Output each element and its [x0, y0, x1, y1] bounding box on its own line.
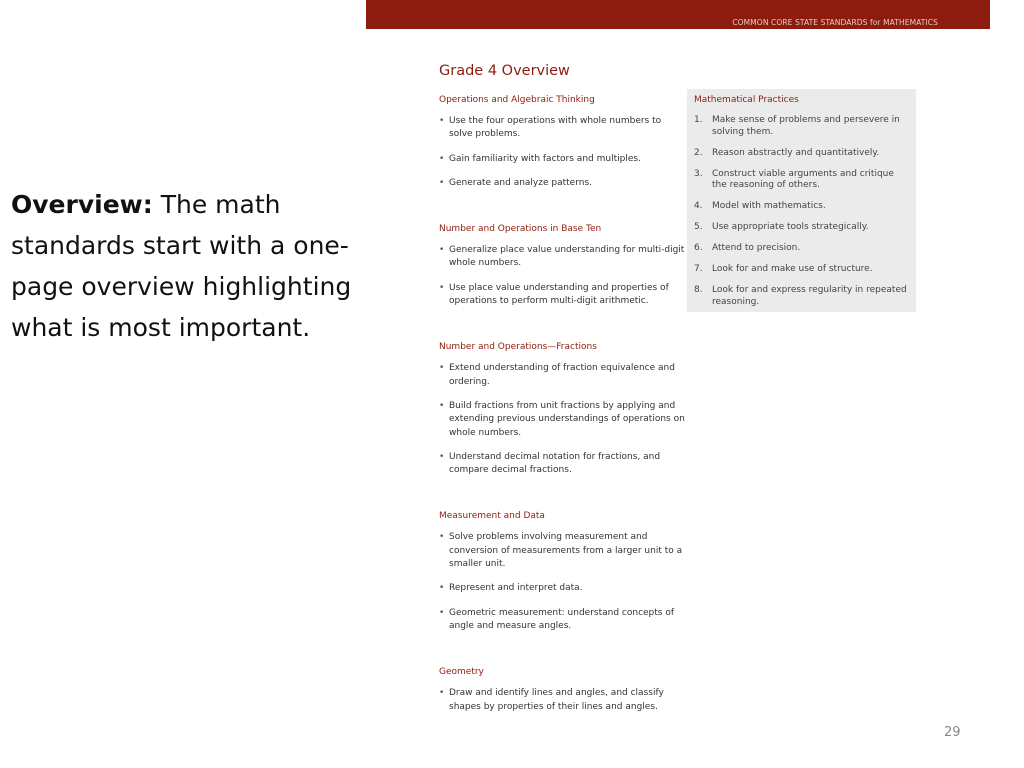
bullet-icon: • — [439, 282, 445, 293]
overview-text: The math standards start with a one-page overview highlighting what is most important. — [11, 190, 352, 342]
domain-title: Number and Operations in Base Ten — [439, 224, 602, 235]
cluster-text: Extend understanding of fraction equivalence and ordering. — [449, 363, 675, 387]
cluster-item — [439, 687, 687, 714]
practice-item — [694, 285, 910, 308]
cluster-item — [439, 177, 687, 190]
practice-number: 3. — [694, 168, 703, 179]
bullet-icon: • — [439, 116, 445, 126]
domain-title: Number and Operations—Fractions — [439, 342, 597, 353]
cluster-text: Build fractions from unit fractions by applying and extending previous understandings of operations on whole numbers. — [449, 400, 685, 438]
bullet-icon: • — [439, 688, 445, 699]
bullet-icon: • — [439, 177, 445, 188]
cluster-item — [439, 400, 687, 440]
cluster-text: Draw and identify lines and angles, and classify shapes by properties of their lines and angles. — [449, 688, 664, 712]
bullet-icon: • — [439, 583, 445, 594]
practice-text: Reason abstractly and quantitatively. — [712, 147, 880, 158]
cluster-text: Gain familiarity with factors and multiples. — [449, 153, 641, 164]
practice-item — [694, 222, 910, 234]
domain-title: Measurement and Data — [439, 511, 545, 522]
bullet-icon: • — [439, 400, 445, 411]
bullet-icon: • — [439, 607, 445, 618]
cluster-text: Geometric measurement: understand concepts of angle and measure angles. — [449, 607, 675, 631]
practices-title: Mathematical Practices — [694, 95, 799, 105]
practice-number: 7. — [694, 264, 703, 274]
practice-item — [694, 148, 910, 160]
bullet-icon: • — [439, 153, 445, 164]
domain-section — [439, 510, 687, 633]
bullet-icon: • — [439, 245, 445, 256]
cluster-text: Use the four operations with whole numbers to solve problems. — [449, 116, 662, 140]
practice-text: Look for and make use of structure. — [712, 264, 873, 274]
practice-text: Construct viable arguments and critique the reasoning of others. — [712, 168, 894, 190]
practice-number: 4. — [694, 201, 703, 211]
cluster-text: Represent and interpret data. — [449, 583, 583, 594]
overview-intro — [11, 184, 391, 348]
cluster-item — [439, 531, 687, 571]
banner-text: COMMON CORE STATE STANDARDS for MATHEMATICS — [732, 18, 938, 27]
practice-text: Make sense of problems and persevere in solving them. — [712, 115, 900, 137]
cluster-item — [439, 115, 687, 142]
cluster-text: Generate and analyze patterns. — [449, 177, 592, 188]
bullet-icon: • — [439, 532, 445, 543]
domain-section — [439, 94, 687, 190]
practice-text: Attend to precision. — [712, 243, 801, 253]
practice-number: 2. — [694, 147, 703, 158]
cluster-item — [439, 607, 687, 634]
practice-item — [694, 201, 910, 213]
domains-column — [439, 94, 687, 714]
practice-number: 1. — [694, 115, 703, 125]
page-number: 29 — [944, 725, 961, 740]
practice-item — [694, 264, 910, 276]
cluster-item — [439, 153, 687, 166]
domain-section — [439, 666, 687, 714]
header-banner — [366, 0, 990, 29]
bullet-icon: • — [439, 451, 445, 462]
practice-text: Use appropriate tools strategically. — [712, 222, 869, 232]
cluster-text: Solve problems involving measurement and conversion of measurements from a larger unit to a smaller unit. — [449, 532, 683, 570]
practices-box — [687, 89, 916, 312]
domain-section — [439, 223, 687, 308]
domain-section — [439, 341, 687, 477]
practice-number: 8. — [694, 285, 703, 295]
overview-label: Overview: — [11, 190, 153, 219]
cluster-text: Use place value understanding and properties of operations to perform multi-digit arithmetic. — [449, 282, 669, 307]
practice-item — [694, 169, 910, 192]
cluster-item — [439, 582, 687, 595]
practice-text: Model with mathematics. — [712, 201, 826, 211]
domain-title: Operations and Algebraic Thinking — [439, 95, 595, 105]
cluster-text: Understand decimal notation for fractions, and compare decimal fractions. — [449, 451, 661, 476]
practice-number: 5. — [694, 222, 703, 232]
domain-title: Geometry — [439, 667, 484, 678]
practice-item — [694, 115, 910, 138]
practice-number: 6. — [694, 243, 703, 253]
practice-text: Look for and express regularity in repeated reasoning. — [712, 285, 907, 307]
practices-list — [694, 115, 910, 308]
practice-item — [694, 243, 910, 255]
cluster-item — [439, 362, 687, 389]
cluster-item — [439, 451, 687, 478]
bullet-icon: • — [439, 363, 445, 374]
document-title: Grade 4 Overview — [439, 63, 570, 79]
cluster-item — [439, 244, 687, 271]
cluster-text: Generalize place value understanding for multi-digit whole numbers. — [449, 245, 685, 269]
cluster-item — [439, 282, 687, 309]
